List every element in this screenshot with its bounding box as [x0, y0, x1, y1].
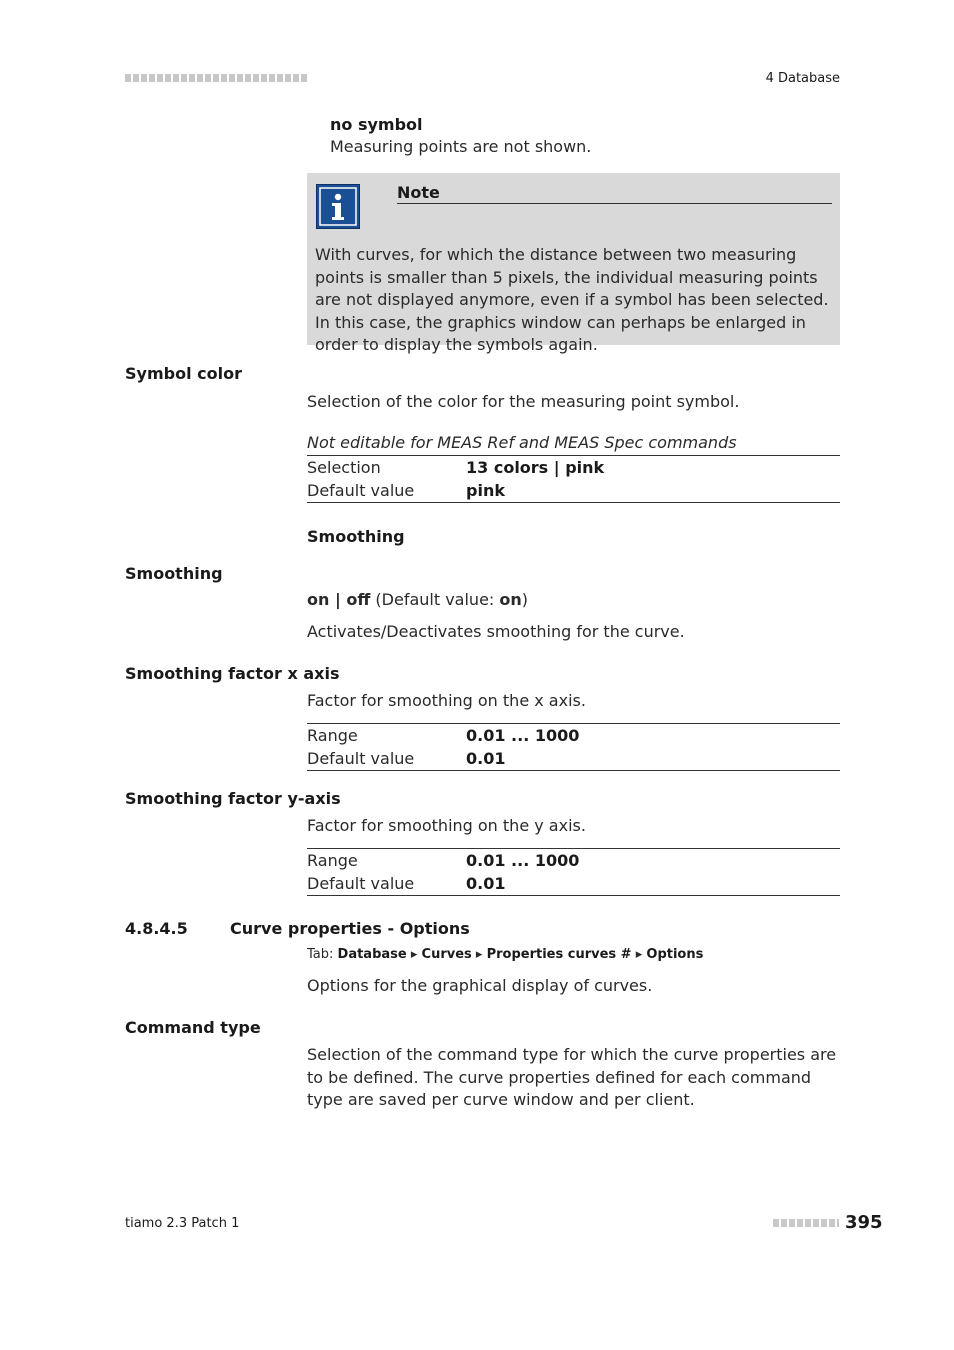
no-symbol-desc: Measuring points are not shown.	[330, 137, 592, 156]
tab-path-item: Properties curves #	[486, 947, 632, 962]
section-desc: Options for the graphical display of curves.	[307, 976, 653, 995]
smoothing-options-values: on | off	[307, 590, 371, 609]
footer-decoration	[773, 1219, 839, 1227]
table-value: 0.01	[466, 873, 506, 893]
table-row	[307, 479, 840, 503]
table-key: Selection	[307, 457, 381, 477]
smoothing-default-suffix: )	[521, 590, 529, 609]
smoothing-heading: Smoothing	[307, 527, 405, 546]
smoothing-x-title: Smoothing factor x axis	[125, 664, 340, 683]
table-value: pink	[466, 480, 505, 500]
table-value: 13 colors | pink	[466, 457, 605, 477]
smoothing-desc: Activates/Deactivates smoothing for the curve.	[307, 622, 685, 641]
note-divider	[397, 203, 832, 204]
table-value: 0.01 ... 1000	[466, 725, 580, 745]
symbol-color-table	[307, 455, 840, 503]
separator-icon: ▸	[635, 947, 643, 962]
smoothing-x-desc: Factor for smoothing on the x axis.	[307, 691, 586, 710]
table-key: Default value	[307, 748, 415, 768]
section-number: 4.8.4.5	[125, 919, 188, 938]
symbol-color-title: Symbol color	[125, 364, 242, 383]
footer-product: tiamo 2.3 Patch 1	[125, 1216, 240, 1231]
table-key: Default value	[307, 480, 415, 500]
info-icon	[316, 184, 360, 229]
note-box	[307, 173, 840, 354]
header-section: 4 Database	[765, 71, 840, 86]
tab-path	[307, 947, 703, 962]
smoothing-default-value: on	[499, 590, 522, 609]
separator-icon: ▸	[475, 947, 483, 962]
table-key: Range	[307, 725, 358, 745]
command-type-desc: Selection of the command type for which the curve properties are to be defined. The curve properties defined for each command type are saved per curve window and per client.	[307, 1045, 837, 1109]
table-key: Default value	[307, 873, 415, 893]
symbol-color-desc: Selection of the color for the measuring point symbol.	[307, 392, 740, 411]
table-value: 0.01 ... 1000	[466, 850, 580, 870]
header-decoration	[125, 74, 307, 82]
table-key: Range	[307, 850, 358, 870]
command-type-title: Command type	[125, 1018, 261, 1037]
note-text: With curves, for which the distance between two measuring points is smaller than 5 pixels, the individual measuring points are not displayed anymore, even if a symbol has been selected. In this case, the graphics window can perhaps be enlarged in order to display the symbols again.	[315, 245, 829, 354]
no-symbol-term: no symbol	[330, 115, 423, 134]
section-title: Curve properties - Options	[230, 919, 470, 938]
separator-icon: ▸	[410, 947, 418, 962]
tab-path-item: Curves	[421, 947, 472, 962]
tab-path-item: Database	[337, 947, 407, 962]
smoothing-default-prefix: (Default value:	[370, 590, 500, 609]
table-row	[307, 747, 840, 771]
tab-prefix: Tab:	[307, 947, 338, 962]
smoothing-y-desc: Factor for smoothing on the y axis.	[307, 816, 586, 835]
table-row	[307, 456, 840, 480]
note-title: Note	[397, 183, 440, 202]
smoothing-y-title: Smoothing factor y-axis	[125, 789, 341, 808]
page-number: 395	[845, 1212, 883, 1233]
symbol-color-restriction: Not editable for MEAS Ref and MEAS Spec commands	[307, 433, 737, 452]
table-row	[307, 724, 840, 748]
table-value: 0.01	[466, 748, 506, 768]
smoothing-title: Smoothing	[125, 564, 223, 583]
table-row	[307, 849, 840, 873]
smoothing-x-table	[307, 723, 840, 771]
table-row	[307, 872, 840, 896]
tab-path-item: Options	[646, 947, 704, 962]
smoothing-y-table	[307, 848, 840, 896]
smoothing-options	[307, 589, 528, 612]
